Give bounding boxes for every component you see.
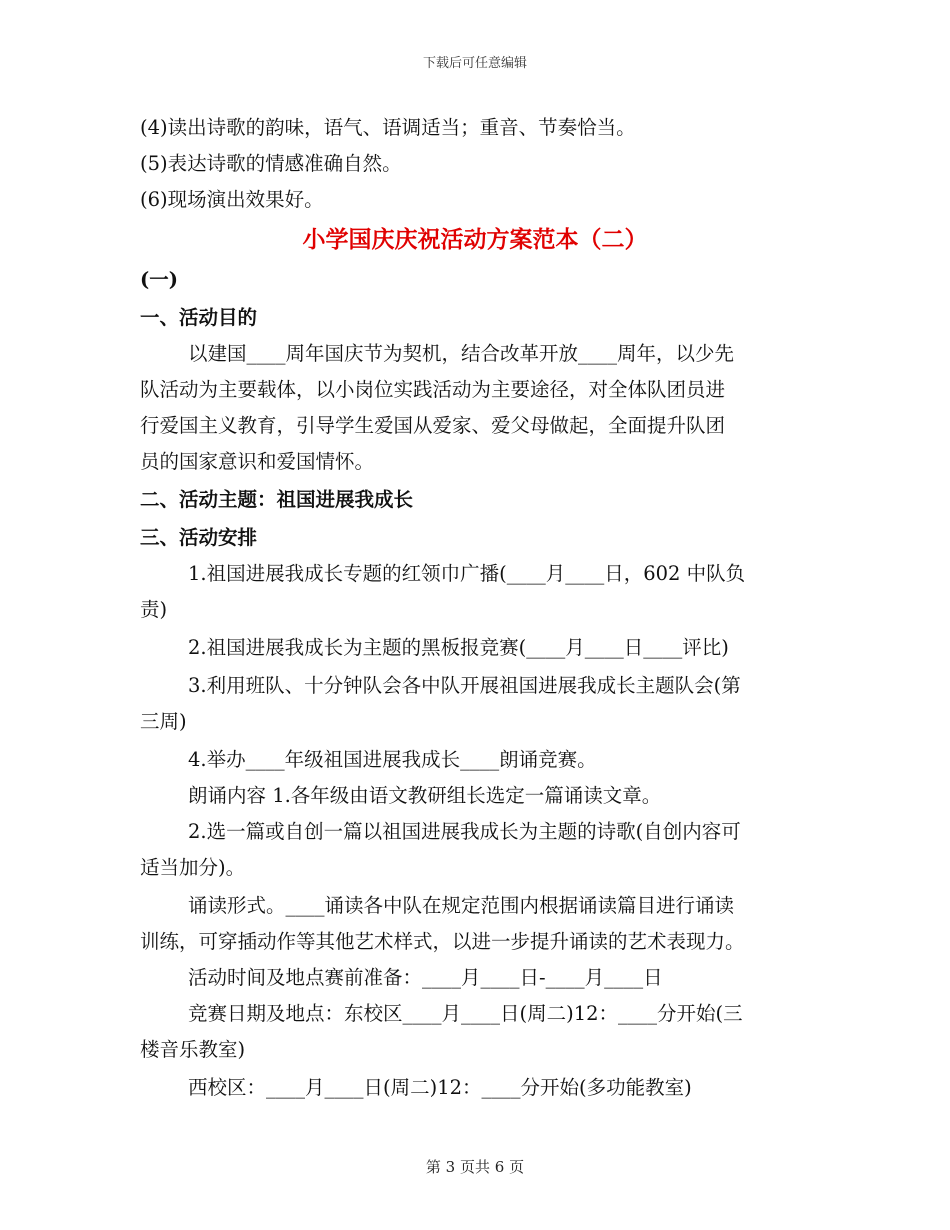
schedule-east-a: 竞赛日期及地点：东校区____月____日(周二)12：____分开始(三 <box>188 1002 743 1025</box>
purpose-text-4: 员的国家意识和爱国情怀。 <box>140 450 375 473</box>
heading-purpose: 一、活动目的 <box>140 306 258 329</box>
document-body <box>140 110 810 1106</box>
purpose-text-3: 行爱国主义教育，引导学生爱国从爱家、爱父母做起，全面提升队团 <box>140 414 726 437</box>
recital-content-1: 朗诵内容 1.各年级由语文教研组长选定一篇诵读文章。 <box>188 784 662 807</box>
recital-form-2: 训练，可穿插动作等其他艺术样式，以进一步提升诵读的艺术表现力。 <box>140 930 745 953</box>
arrangement-4: 4.举办____年级祖国进展我成长____朗诵竞赛。 <box>188 748 597 771</box>
document-title: 小学国庆庆祝活动方案范本（二） <box>302 226 648 253</box>
arrangement-3a: 3.利用班队、十分钟队会各中队开展祖国进展我成长主题队会(第 <box>188 674 741 697</box>
arrangement-1a: 1.祖国进展我成长专题的红领巾广播(____月____日，602 中队负 <box>188 562 746 585</box>
criteria-5: (5)表达诗歌的情感准确自然。 <box>140 152 402 175</box>
criteria-6: (6)现场演出效果好。 <box>140 188 324 211</box>
arrangement-2: 2.祖国进展我成长为主题的黑板报竞赛(____月____日____评比) <box>188 636 729 659</box>
schedule-east-b: 楼音乐教室) <box>140 1038 246 1061</box>
purpose-text-2: 队活动为主要载体，以小岗位实践活动为主要途径，对全体队团员进 <box>140 378 726 401</box>
heading-theme: 二、活动主题：祖国进展我成长 <box>140 488 414 511</box>
page-footer: 第 3 页共 6 页 <box>425 1158 525 1176</box>
recital-content-2a: 2.选一篇或自创一篇以祖国进展我成长为主题的诗歌(自创内容可 <box>188 820 741 843</box>
schedule-west: 西校区：____月____日(周二)12：____分开始(多功能教室) <box>188 1076 692 1099</box>
page-header: 下载后可任意编辑 <box>422 56 527 71</box>
schedule-prep: 活动时间及地点赛前准备：____月____日-____月____日 <box>188 966 663 989</box>
section-marker: (一) <box>140 268 178 291</box>
recital-form-1: 诵读形式。____诵读各中队在规定范围内根据诵读篇目进行诵读 <box>188 894 735 917</box>
recital-content-2b: 适当加分)。 <box>140 856 246 879</box>
heading-arrangement: 三、活动安排 <box>140 526 258 549</box>
purpose-text-1: 以建国____周年国庆节为契机，结合改革开放____周年，以少先 <box>188 342 735 365</box>
criteria-4: (4)读出诗歌的韵味，语气、语调适当；重音、节奏恰当。 <box>140 116 636 139</box>
arrangement-3b: 三周) <box>140 710 187 733</box>
arrangement-1b: 责) <box>140 598 168 621</box>
